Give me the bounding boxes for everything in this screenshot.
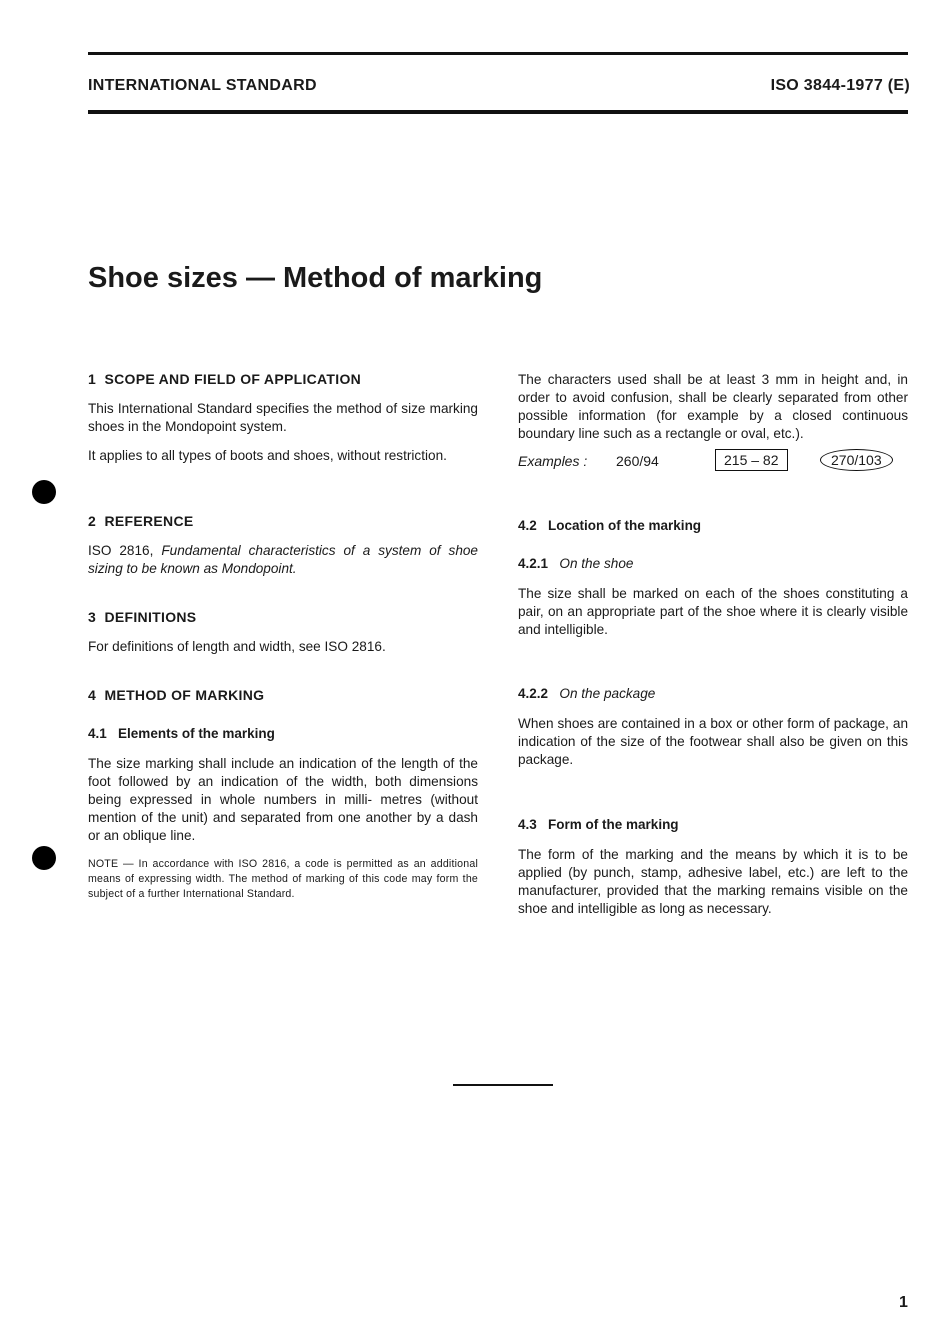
- example-oval: 270/103: [820, 449, 893, 471]
- examples-label: Examples :: [518, 453, 588, 469]
- reference-number: ISO 2816,: [88, 543, 154, 558]
- section-4-2-1-paragraph: The size shall be marked on each of the shoes constituting a pair, on an appropriate part of the shoe where it is clearly visible and intelligible.: [518, 586, 908, 637]
- header-left: INTERNATIONAL STANDARD: [88, 77, 317, 94]
- section-1-heading: 1 SCOPE AND FIELD OF APPLICATION: [88, 371, 362, 387]
- section-4-1-number: 4.1: [88, 726, 107, 741]
- header-right: ISO 3844-1977 (E): [770, 77, 910, 94]
- section-2-reference: [88, 542, 478, 578]
- section-4-2-1-number: 4.2.1: [518, 556, 549, 571]
- section-4-1-paragraph: The size marking shall include an indication of the length of the foot followed by an indication of the width, both dimensions being expressed in whole numbers in milli- metres (without mention of the unit) and separated from one another by a dash or an oblique line.: [88, 756, 478, 843]
- section-4-2-number: 4.2: [518, 518, 537, 533]
- section-4-2-title: Location of the marking: [548, 518, 702, 533]
- example-plain: 260/94: [616, 453, 659, 469]
- page-title: Shoe sizes — Method of marking: [88, 262, 543, 294]
- header-top-rule: [88, 52, 908, 55]
- section-4-2-1-title: On the shoe: [559, 556, 634, 571]
- section-4-1-heading: [88, 726, 275, 741]
- section-2-heading: 2 REFERENCE: [88, 513, 194, 529]
- section-4-2-2-title: On the package: [559, 686, 656, 701]
- section-4-3-title: Form of the marking: [548, 817, 679, 832]
- binding-hole-lower: [32, 846, 56, 870]
- header-bottom-rule: [88, 110, 908, 114]
- section-3-heading: 3 DEFINITIONS: [88, 609, 197, 625]
- section-4-3-heading: [518, 817, 679, 832]
- binding-hole-upper: [32, 480, 56, 504]
- section-3-paragraph: For definitions of length and width, see ISO 2816.: [88, 639, 386, 654]
- example-rectangle: 215 – 82: [715, 449, 788, 471]
- examples-row: [518, 449, 908, 477]
- section-4-2-heading: [518, 518, 701, 533]
- section-4-3-number: 4.3: [518, 817, 537, 832]
- section-1-paragraph-1: This International Standard specifies the method of size marking shoes in the Mondopoint system.: [88, 401, 478, 434]
- page-number: 1: [899, 1294, 908, 1311]
- section-4-1-title: Elements of the marking: [118, 726, 275, 741]
- reference-title: Fundamental characteristics of a system of shoe sizing to be known as Mondopoint.: [88, 543, 478, 576]
- section-4-2-2-heading: [518, 686, 655, 701]
- section-1-paragraph-2: It applies to all types of boots and shoes, without restriction.: [88, 448, 447, 463]
- section-4-heading: 4 METHOD OF MARKING: [88, 687, 265, 703]
- end-of-text-rule: [453, 1084, 553, 1086]
- section-4-2-2-paragraph: When shoes are contained in a box or other form of package, an indication of the size of the footwear shall also be given on this package.: [518, 716, 908, 767]
- section-4-1-note: NOTE — In accordance with ISO 2816, a code is permitted as an additional means of expressing width. The method of marking of this code may form the subject of a further International Standard.: [88, 858, 478, 900]
- section-4-2-1-heading: [518, 556, 633, 571]
- section-4-3-paragraph: The form of the marking and the means by which it is to be applied (by punch, stamp, adhesive label, etc.) are left to the manufacturer, provided that the marking remains visible on the shoe and intelligible as long as necessary.: [518, 847, 908, 916]
- characters-paragraph: The characters used shall be at least 3 mm in height and, in order to avoid confusion, shall be clearly separated from other possible information (for example by a closed continuous boundary line such as a rectangle or oval, etc.).: [518, 372, 908, 441]
- section-4-2-2-number: 4.2.2: [518, 686, 549, 701]
